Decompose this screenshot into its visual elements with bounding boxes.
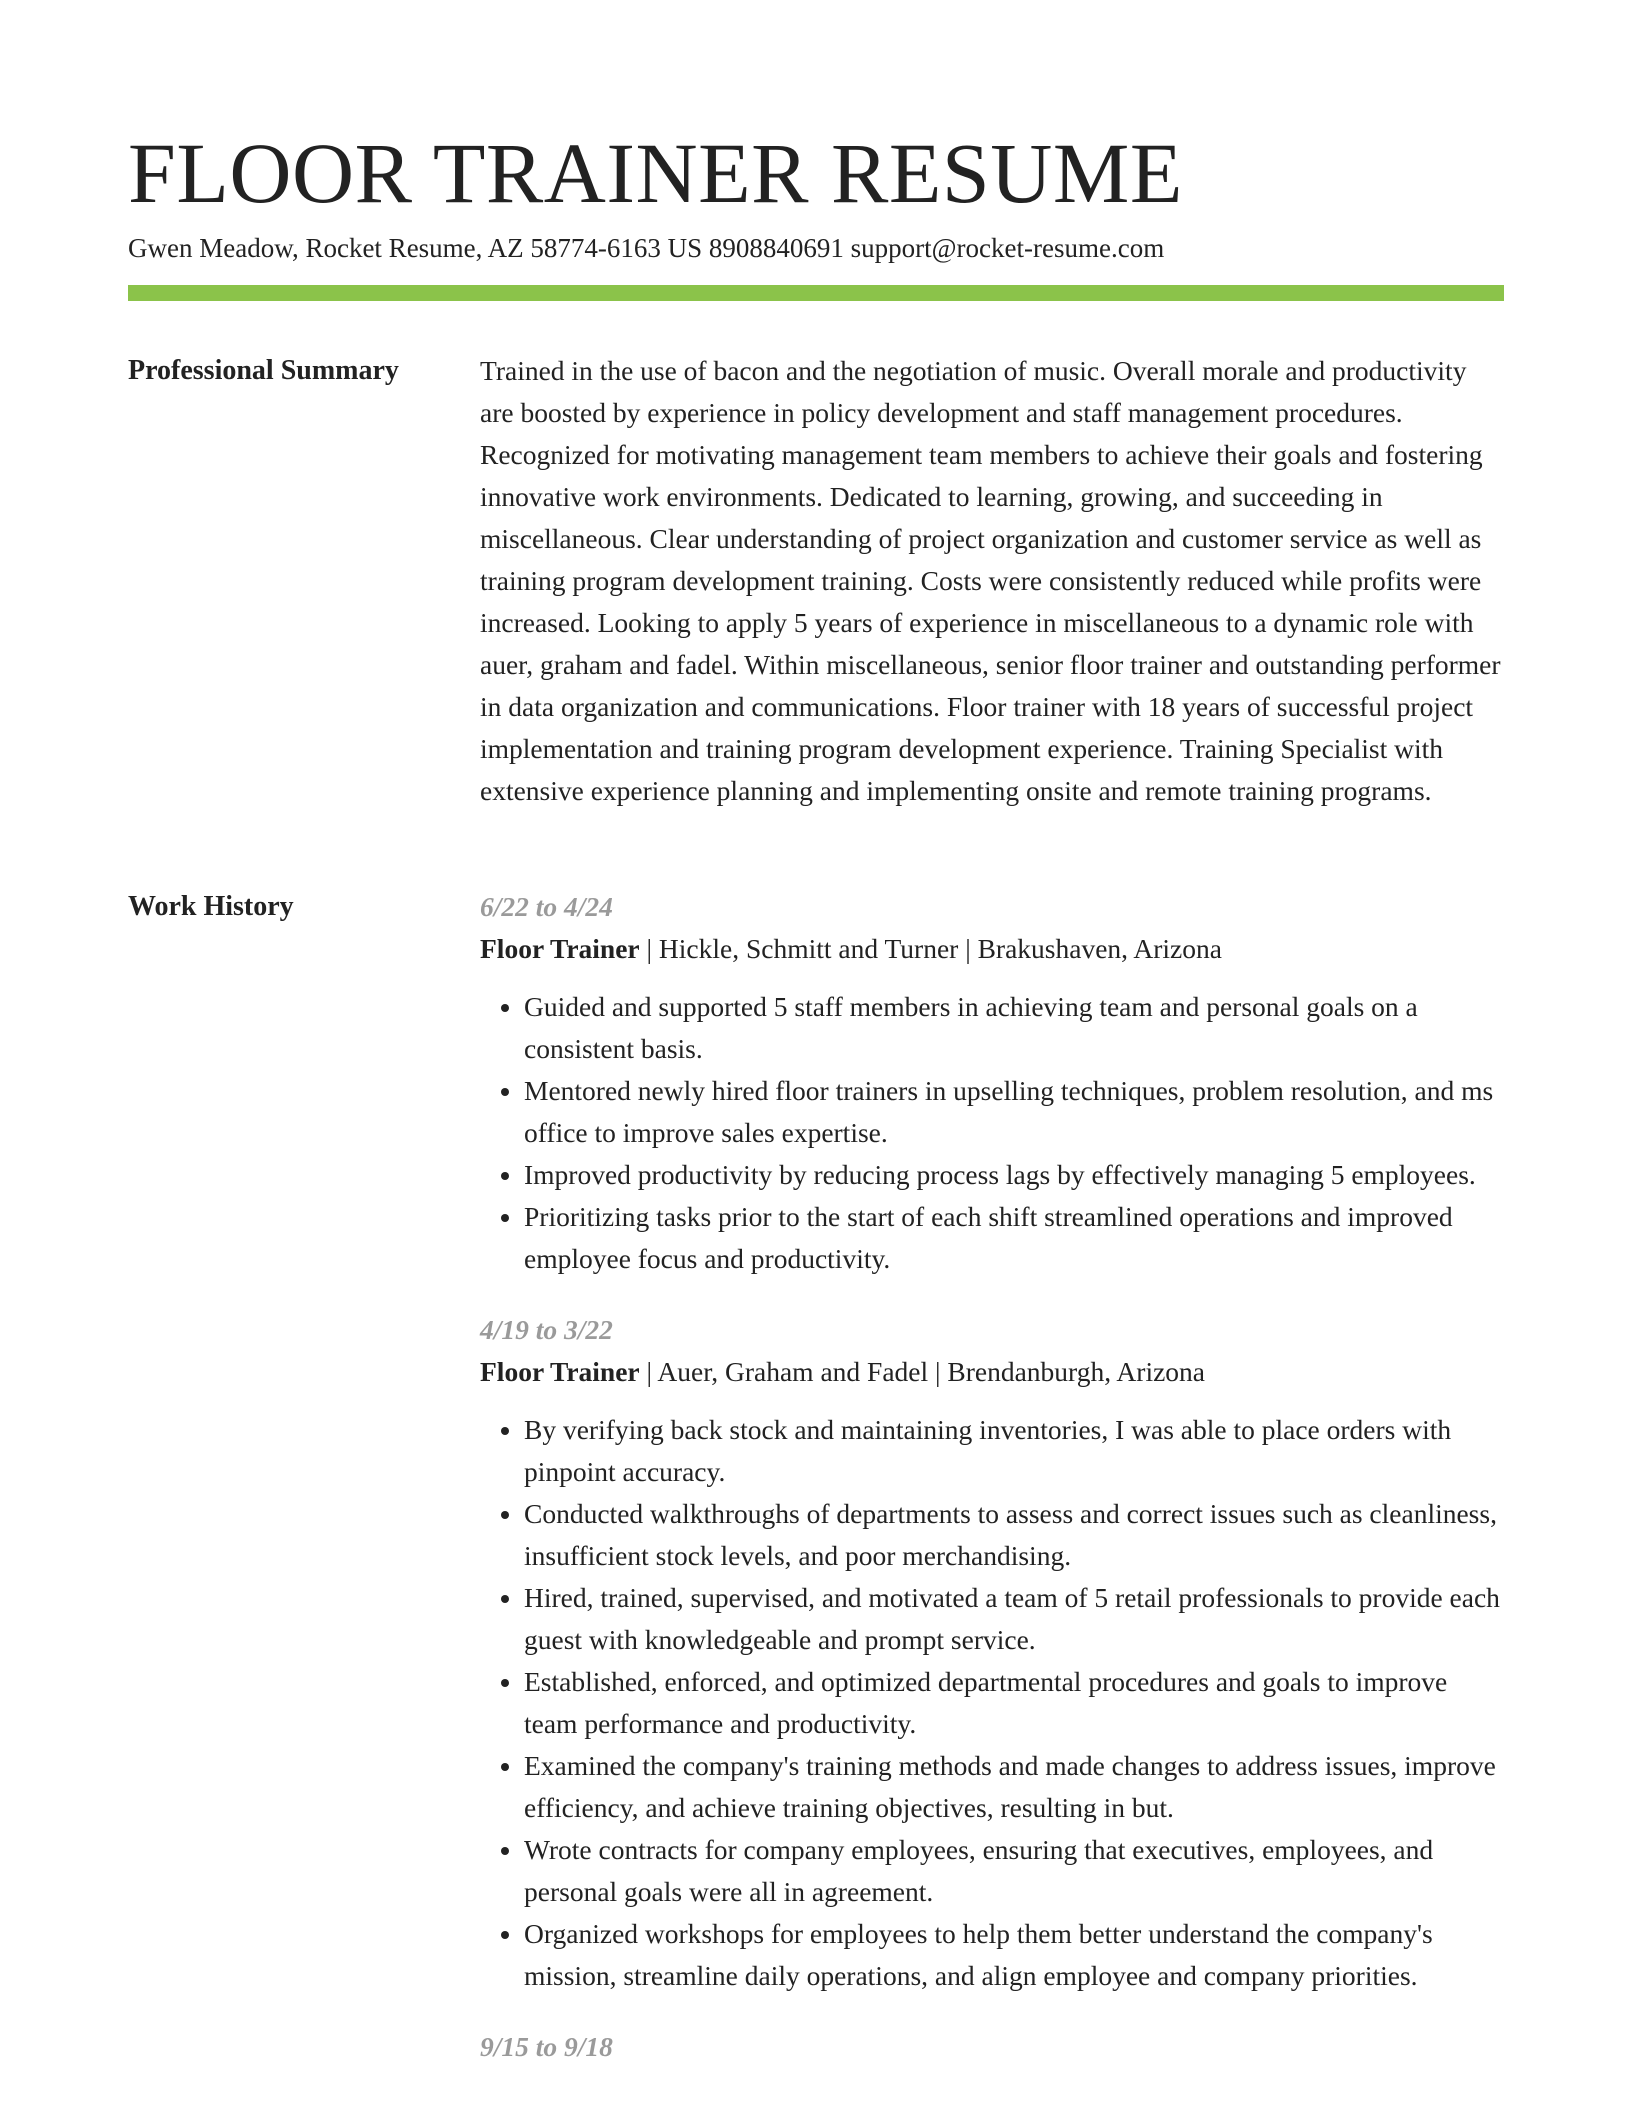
- job-bullet-list: [480, 1409, 1505, 1997]
- job-bullet: • By verifying back stock and maintaining inventories, I was able to place orders with pinpoint accuracy.: [524, 1409, 1505, 1493]
- summary-text: Trained in the use of bacon and the negotiation of music. Overall morale and productivity are boosted by experience in policy development and staff management procedures. Recognized for motivating management team members to achieve their goals and fostering innovative work environments. Dedicated to learning, growing, and succeeding in miscellaneous. Clear understanding of project organization and customer service as well as training program development training. Costs were consistently reduced while profits were increased. Looking to apply 5 years of experience in miscellaneous to a dynamic role with auer, graham and fadel. Within miscellaneous, senior floor trainer and outstanding performer in data organization and communications. Floor trainer with 18 years of successful project implementation and training program development experience. Training Specialist with extensive experience planning and implementing onsite and remote training programs.: [480, 355, 1501, 806]
- summary-body: [480, 350, 1505, 812]
- resume-title: FLOOR TRAINER RESUME: [128, 125, 1183, 221]
- job-employer-location: | Hickle, Schmitt and Turner | Brakushaven, Arizona: [639, 933, 1222, 964]
- job-entry: [480, 886, 1505, 1280]
- job-title: Floor Trainer: [480, 1356, 640, 1387]
- job-employer-location: | Auer, Graham and Fadel | Brendanburgh, Arizona: [639, 1356, 1206, 1387]
- job-bullet: • Hired, trained, supervised, and motivated a team of 5 retail professionals to provide each guest with knowledgeable and prompt service.: [524, 1577, 1505, 1661]
- job-heading: [480, 1351, 1505, 1393]
- job-bullet: • Prioritizing tasks prior to the start of each shift streamlined operations and improved employee focus and productivity.: [524, 1196, 1505, 1280]
- job-bullet: • Improved productivity by reducing process lags by effectively managing 5 employees.: [524, 1154, 1505, 1196]
- job-entry: [480, 2026, 1505, 2068]
- job-bullet: • Examined the company's training methods and made changes to address issues, improve efficiency, and achieve training objectives, resulting in but.: [524, 1745, 1505, 1829]
- job-title: Floor Trainer: [480, 933, 640, 964]
- accent-divider: [128, 285, 1504, 301]
- job-dates: 6/22 to 4/24: [480, 891, 613, 922]
- contact-line: Gwen Meadow, Rocket Resume, AZ 58774-6163 US 8908840691 support@rocket-resume.com: [128, 233, 1165, 263]
- section-label-summary: Professional Summary: [128, 355, 399, 386]
- job-bullet: • Conducted walkthroughs of departments to assess and correct issues such as cleanliness, insufficient stock levels, and poor merchandising.: [524, 1493, 1505, 1577]
- job-bullet: • Organized workshops for employees to help them better understand the company's mission, streamline daily operations, and align employee and company priorities.: [524, 1913, 1505, 1997]
- job-bullet: • Mentored newly hired floor trainers in upselling techniques, problem resolution, and ms office to improve sales expertise.: [524, 1070, 1505, 1154]
- job-bullet: • Wrote contracts for company employees, ensuring that executives, employees, and personal goals were all in agreement.: [524, 1829, 1505, 1913]
- job-bullet: • Guided and supported 5 staff members in achieving team and personal goals on a consistent basis.: [524, 986, 1505, 1070]
- job-dates: 9/15 to 9/18: [480, 2031, 613, 2062]
- job-bullet-list: [480, 986, 1505, 1280]
- job-entry: [480, 1309, 1505, 1997]
- work-history-body: [480, 886, 1505, 2097]
- job-bullet: • Established, enforced, and optimized departmental procedures and goals to improve team performance and productivity.: [524, 1661, 1505, 1745]
- section-label-work-history: Work History: [128, 891, 294, 922]
- job-dates: 4/19 to 3/22: [480, 1314, 613, 1345]
- job-heading: [480, 928, 1505, 970]
